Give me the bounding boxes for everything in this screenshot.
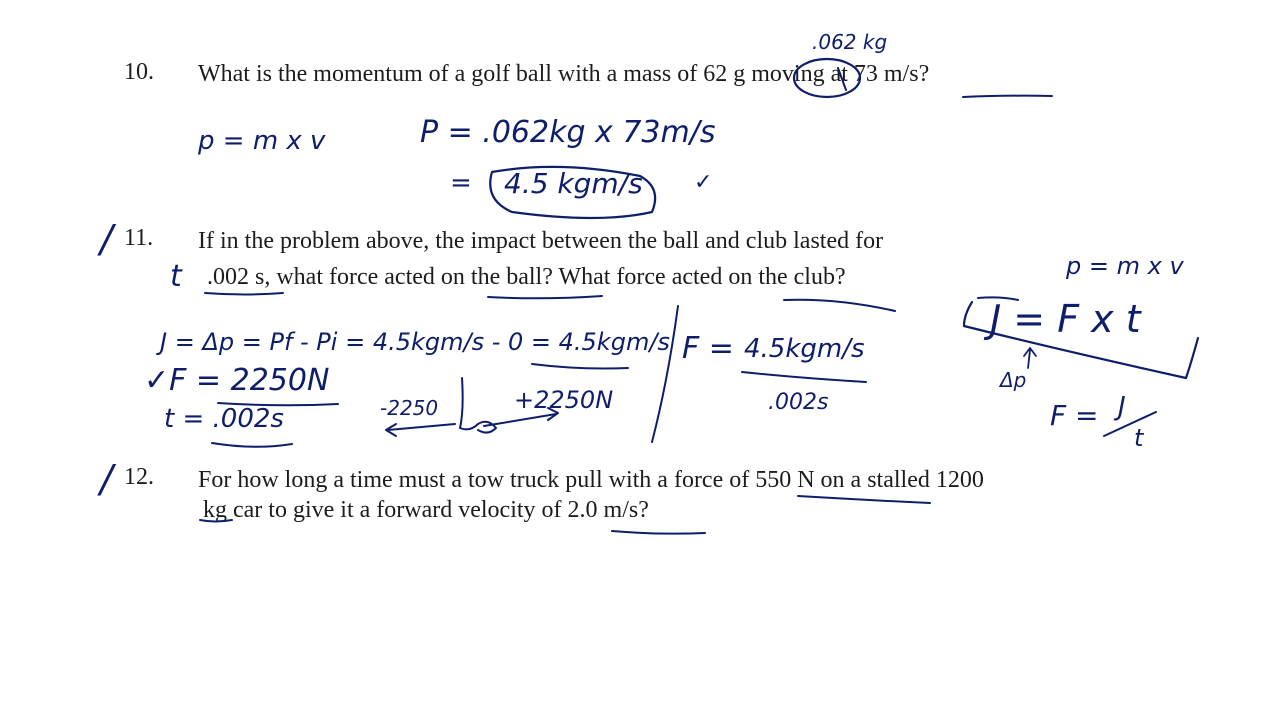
problem-11-text-line2: .002 s, what force acted on the ball? What force acted on the club?: [207, 264, 846, 290]
hw-result-equals: =: [450, 168, 472, 198]
formula-box-top: [978, 297, 1018, 300]
hw-momentum-formula: p = m x v: [198, 126, 326, 156]
hw-force-from-impulse: F =: [1050, 399, 1099, 432]
hw-momentum-setup: P = .062kg x 73m/s: [420, 115, 716, 150]
underline-73ms: [963, 96, 1052, 97]
hw-t-label: t: [170, 259, 182, 294]
underline-002s: [205, 293, 283, 295]
hw-time-value: t = .002s: [164, 404, 284, 434]
strike-g: [838, 68, 846, 90]
hw-force-t: t: [1134, 424, 1144, 452]
hw-negative-force: -2250: [380, 396, 439, 420]
hw-impulse-formula-boxed: J = F x t: [990, 297, 1141, 341]
divider-vertical: [652, 306, 678, 442]
problem-12-text-line1: For how long a time must a tow truck pull with a force of 550 N on a stalled 1200: [198, 467, 984, 493]
hw-impulse-equation: J = Δp = Pf - Pi = 4.5kgm/s - 0 = 4.5kgm/s: [160, 328, 670, 356]
hw-delta-p: Δp: [1000, 368, 1027, 392]
fraction-slash-jt: [1104, 412, 1156, 436]
hw-force-j: J: [1118, 392, 1126, 422]
box-result: [490, 167, 655, 218]
hw-mass-conversion: .062 kg: [812, 30, 888, 54]
hw-positive-force: +2250N: [514, 386, 614, 414]
underline-t-value: [212, 443, 292, 447]
hw-margin-mark-12: /: [100, 457, 113, 501]
problem-10-text: What is the momentum of a golf ball with a mass of 62 g moving at 73 m/s?: [198, 61, 930, 87]
arrow-right: [484, 408, 558, 426]
underline-kg: [200, 520, 232, 522]
underline-on-the-club: [784, 300, 895, 311]
circle-62g: [794, 59, 860, 97]
hw-force-eq-label: F =: [682, 331, 734, 366]
problem-12-number: 12.: [124, 464, 154, 490]
underline-impulse-result: [532, 364, 628, 369]
fraction-line: [742, 372, 866, 382]
problem-10-number: 10.: [124, 59, 154, 85]
hw-momentum-result: 4.5 kgm/s: [504, 167, 643, 200]
problem-11-number: 11.: [124, 225, 154, 251]
problem-11-text-line1: If in the problem above, the impact between the ball and club lasted for: [198, 228, 884, 254]
formula-box: [964, 297, 1198, 378]
underline-velocity: [612, 531, 705, 534]
hw-check-mark: ✓: [694, 170, 713, 195]
arrow-delta-p: [1024, 348, 1036, 368]
hw-force-numerator: 4.5kgm/s: [744, 334, 865, 364]
hw-force-result: ✓F = 2250N: [144, 363, 330, 398]
underline-force-550: [798, 496, 930, 503]
hw-margin-mark-11: /: [100, 217, 113, 261]
hw-momentum-formula-right: p = m x v: [1066, 252, 1184, 280]
problem-12-text-line2: kg car to give it a forward velocity of 2.0 m/s?: [203, 497, 649, 523]
hw-force-denominator: .002s: [768, 390, 829, 415]
arrow-left: [386, 424, 455, 436]
underline-force: [218, 403, 338, 405]
underline-on-the-ball: [488, 296, 602, 298]
